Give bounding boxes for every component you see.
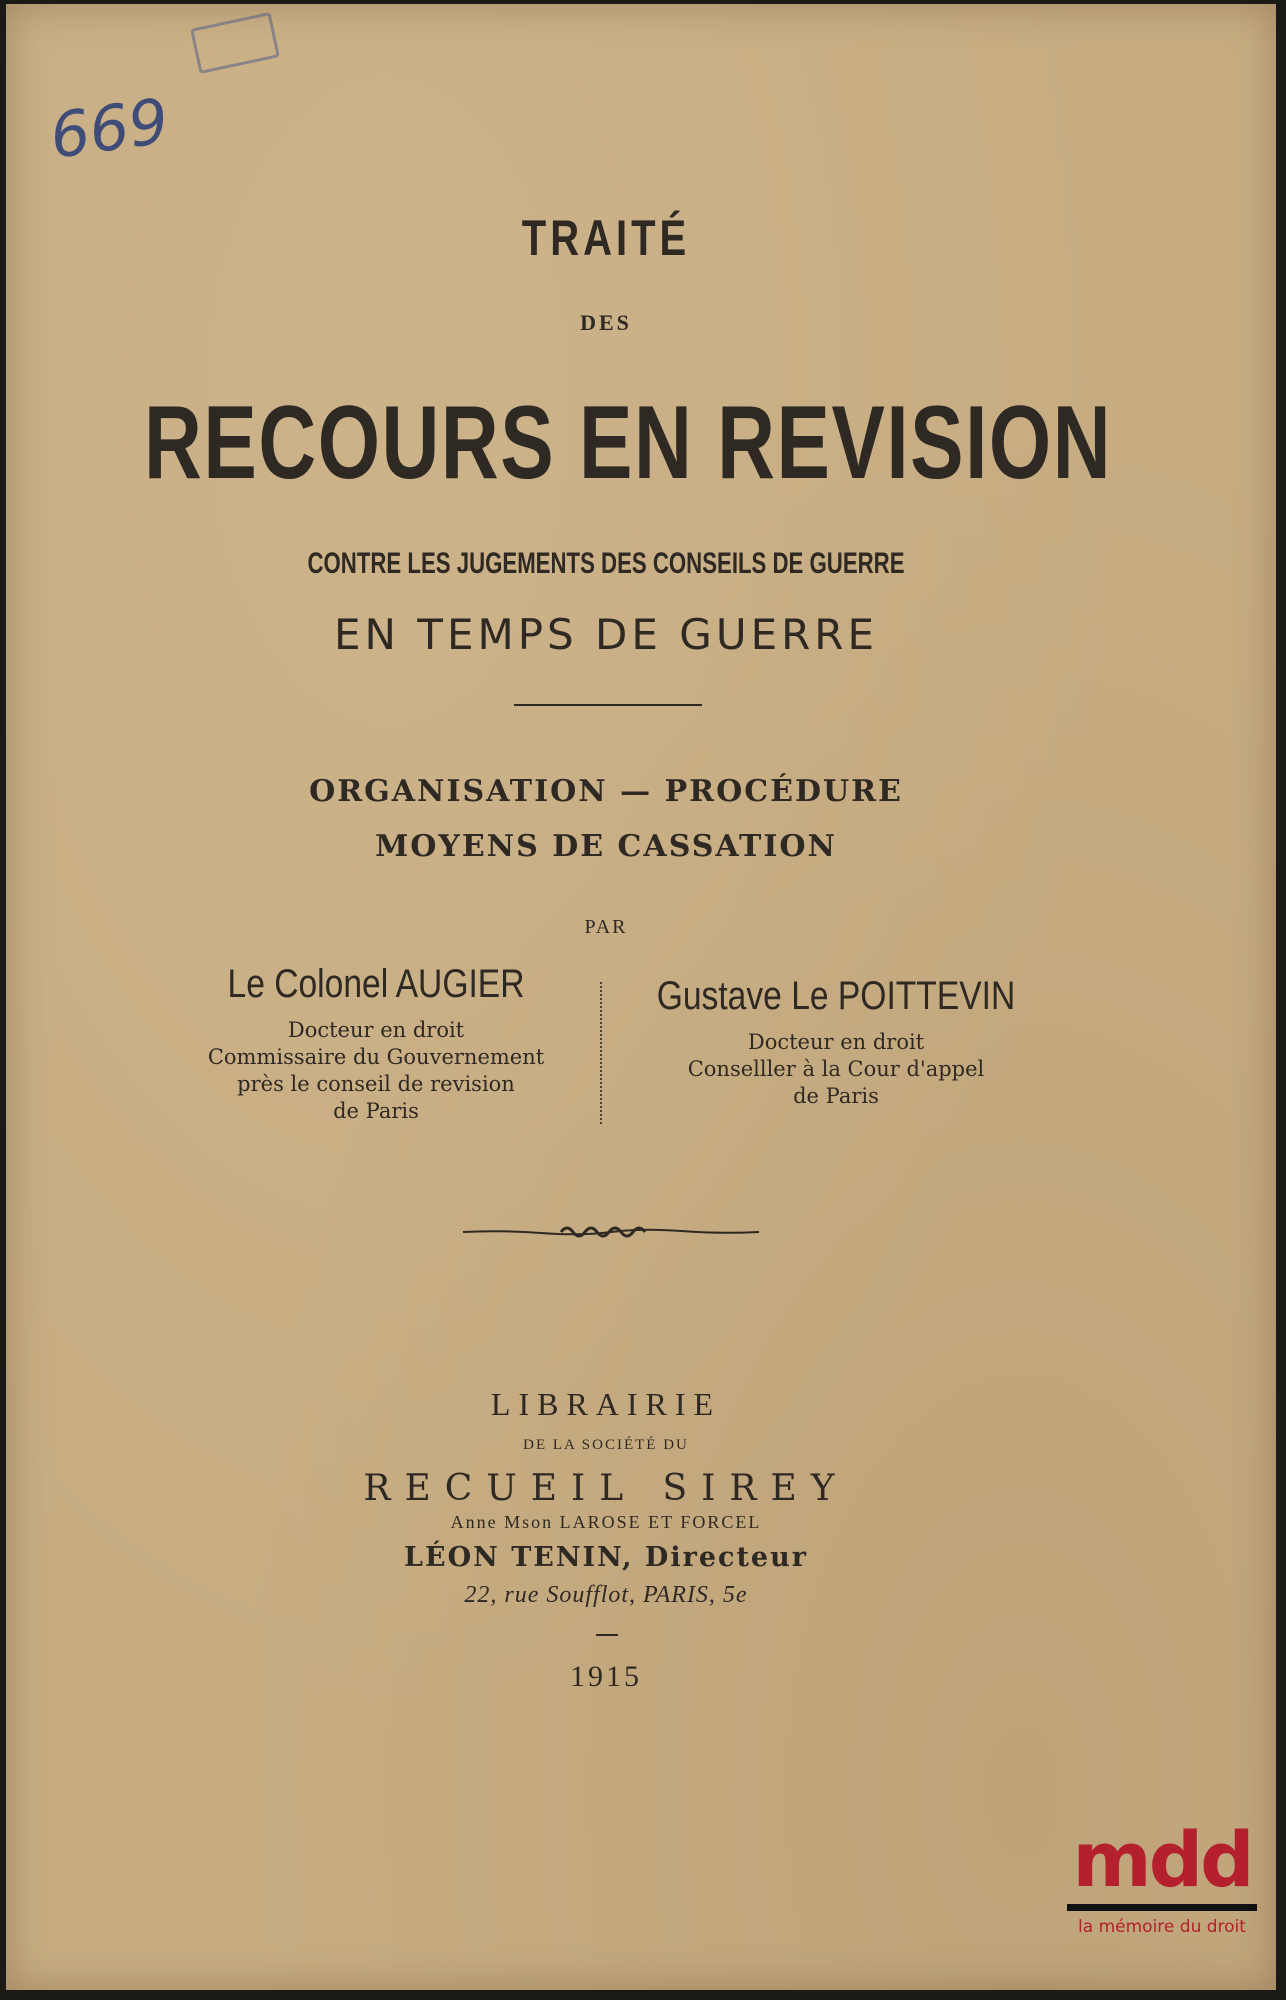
logo-tagline: la mémoire du droit (1078, 1917, 1246, 1937)
author-divider (600, 982, 612, 1124)
credential-line: de Paris (793, 1084, 879, 1108)
author-name: Le Colonel AUGIER (227, 962, 525, 1006)
credential-line: Commissaire du Gouvernement (207, 1045, 545, 1069)
credential-line: Docteur en droit (747, 1030, 925, 1054)
publisher-societe: DE LA SOCIÉTÉ DU (523, 1437, 689, 1453)
publisher-librairie: LIBRAIRIE (490, 1386, 722, 1422)
title-traite: TRAITÉ (521, 210, 691, 266)
publisher-address: 22, rue Soufflot, PARIS, 5e (464, 1582, 748, 1608)
author-credentials (156, 1017, 596, 1125)
publication-year: 1915 (570, 1660, 642, 1693)
author-credentials (616, 1029, 1056, 1110)
by-label: PAR (584, 916, 628, 938)
logo-letters: mdd (1072, 1815, 1252, 1904)
subtitle-organisation: ORGANISATION — PROCÉDURE (309, 774, 903, 809)
book-cover (6, 4, 1276, 1990)
publisher-larose-forcel: Anne Mson LAROSE ET FORCEL (450, 1512, 762, 1532)
title-temps-de-guerre: EN TEMPS DE GUERRE (333, 610, 879, 659)
handwritten-note: 669 (45, 84, 173, 173)
ink-stamp (190, 12, 280, 74)
mdd-logo (1052, 1815, 1272, 1937)
subtitle-moyens: MOYENS DE CASSATION (375, 829, 837, 864)
main-title: RECOURS EN REVISION (144, 385, 1113, 501)
author-name: Gustave Le POITTEVIN (656, 974, 1016, 1018)
ornament-divider (461, 1222, 761, 1242)
credential-line: Docteur en droit (287, 1018, 465, 1042)
publisher-recueil-sirey: RECUEIL SIREY (363, 1468, 849, 1509)
title-rule (514, 704, 702, 706)
year-rule (596, 1634, 618, 1636)
logo-bar (1067, 1904, 1257, 1911)
author-augier (156, 962, 596, 1125)
title-contre: CONTRE LES JUGEMENTS DES CONSEILS DE GUERRE (307, 547, 905, 580)
author-le-poittevin (616, 974, 1056, 1110)
credential-line: près le conseil de revision (237, 1072, 515, 1096)
publisher-director: LÉON TENIN, Directeur (404, 1542, 808, 1573)
title-des: DES (580, 310, 632, 335)
credential-line: de Paris (333, 1099, 419, 1123)
credential-line: Conselller à la Cour d'appel (687, 1057, 985, 1081)
